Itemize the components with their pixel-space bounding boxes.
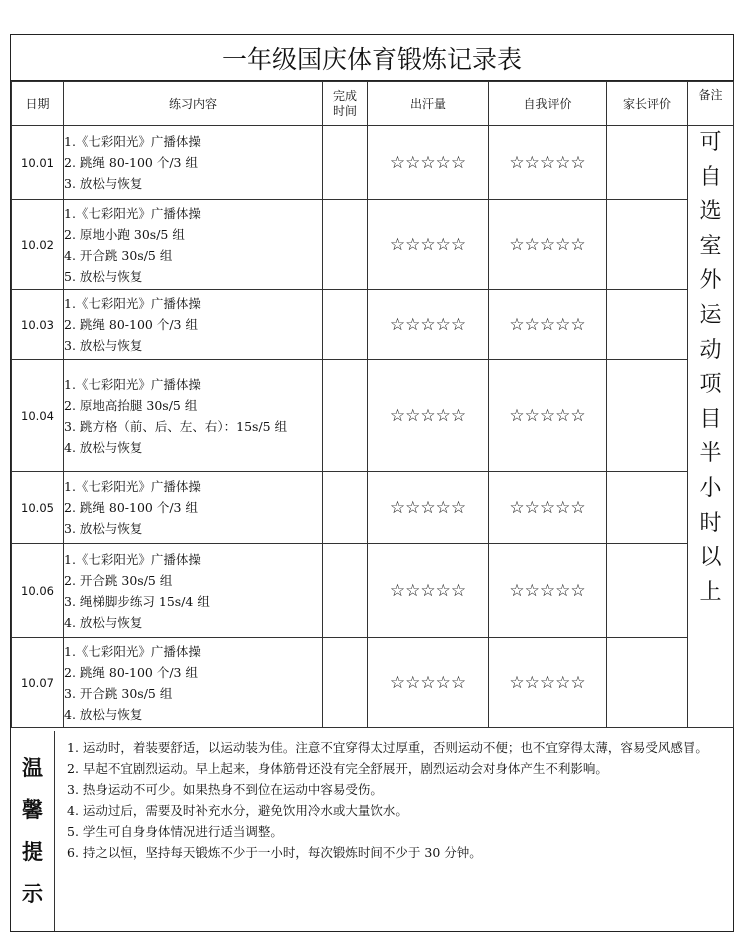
header-row: [12, 82, 734, 126]
tip-item: 2. 早起不宜剧烈运动。早上起来，身体筋骨还没有完全舒展开，剧烈运动会对身体产生不利影响。: [67, 761, 608, 776]
exercise-item: 1.《七彩阳光》广播体操: [64, 134, 201, 149]
day-row: [12, 544, 734, 638]
exercise-item: 1.《七彩阳光》广播体操: [64, 205, 201, 221]
notes-char: 运: [699, 302, 722, 328]
header-sweat: 出汗量: [368, 82, 489, 126]
exercise-item: 3. 开合跳 30s/5 组: [64, 685, 173, 701]
parent-eval-cell[interactable]: [607, 360, 688, 472]
exercise-item: 1.《七彩阳光》广播体操: [64, 551, 201, 567]
exercise-item: 1.《七彩阳光》广播体操: [64, 643, 201, 659]
notes-char: 项: [699, 372, 722, 398]
exercise-content-cell: [64, 472, 323, 544]
header-self-eval: 自我评价: [489, 82, 607, 126]
self-eval-rating-stars[interactable]: ☆☆☆☆☆: [489, 360, 607, 472]
exercise-item: 4. 放松与恢复: [64, 439, 143, 455]
exercise-item: 1.《七彩阳光》广播体操: [64, 376, 201, 392]
notes-char: 时: [699, 510, 722, 536]
exercise-item: 2. 原地高抬腿 30s/5 组: [64, 397, 198, 413]
exercise-item: 3. 放松与恢复: [64, 521, 143, 536]
done-time-cell[interactable]: [323, 360, 368, 472]
parent-eval-cell[interactable]: [607, 472, 688, 544]
tip-item: 3. 热身运动不可少。如果热身不到位在运动中容易受伤。: [67, 782, 383, 797]
exercise-item: 4. 放松与恢复: [64, 706, 143, 722]
tips-list: [55, 731, 733, 931]
exercise-item: 1.《七彩阳光》广播体操: [64, 479, 201, 494]
exercise-content-cell: [64, 200, 323, 290]
tips-label-char: 提: [22, 840, 43, 864]
sweat-rating-stars[interactable]: ☆☆☆☆☆: [368, 126, 489, 200]
done-time-cell[interactable]: [323, 200, 368, 290]
notes-char: 小: [699, 475, 722, 501]
exercise-item: 4. 放松与恢复: [64, 614, 143, 630]
notes-char: 上: [699, 579, 722, 605]
exercise-item: 2. 跳绳 80-100 个/3 组: [64, 317, 198, 332]
notes-char: 选: [699, 199, 722, 225]
self-eval-rating-stars[interactable]: ☆☆☆☆☆: [489, 544, 607, 638]
parent-eval-cell[interactable]: [607, 290, 688, 360]
done-time-cell[interactable]: [323, 638, 368, 728]
day-row: [12, 200, 734, 290]
parent-eval-cell[interactable]: [607, 544, 688, 638]
tip-item: 6. 持之以恒，坚持每天锻炼不少于一小时，每次锻炼时间不少于 30 分钟。: [67, 845, 482, 860]
header-content: 练习内容: [64, 82, 323, 126]
exercise-item: 2. 开合跳 30s/5 组: [64, 572, 173, 588]
date-cell: 10.02: [12, 200, 64, 290]
done-time-cell[interactable]: [323, 544, 368, 638]
header-date: 日期: [12, 82, 64, 126]
page-title: 一年级国庆体育锻炼记录表: [11, 35, 733, 81]
sweat-rating-stars[interactable]: ☆☆☆☆☆: [368, 290, 489, 360]
parent-eval-cell[interactable]: [607, 638, 688, 728]
exercise-item: 3. 放松与恢复: [64, 176, 143, 191]
exercise-item: 2. 跳绳 80-100 个/3 组: [64, 664, 198, 680]
tips-label-char: 馨: [22, 798, 43, 822]
day-row: [12, 126, 734, 200]
done-time-cell[interactable]: [323, 472, 368, 544]
exercise-content-cell: [64, 638, 323, 728]
notes-char: 半: [699, 441, 722, 467]
day-row: [12, 290, 734, 360]
self-eval-rating-stars[interactable]: ☆☆☆☆☆: [489, 200, 607, 290]
done-time-cell[interactable]: [323, 126, 368, 200]
exercise-content-cell: [64, 544, 323, 638]
exercise-content-cell: [64, 126, 323, 200]
notes-char: 自: [699, 164, 722, 190]
tips-label: [11, 731, 55, 931]
tips-label-char: 示: [22, 882, 43, 906]
exercise-item: 4. 开合跳 30s/5 组: [64, 247, 173, 263]
sweat-rating-stars[interactable]: ☆☆☆☆☆: [368, 200, 489, 290]
notes-char: 可: [699, 130, 722, 155]
day-row: [12, 638, 734, 728]
day-row: [12, 360, 734, 472]
self-eval-rating-stars[interactable]: ☆☆☆☆☆: [489, 290, 607, 360]
header-done-time: [323, 82, 368, 126]
sweat-rating-stars[interactable]: ☆☆☆☆☆: [368, 360, 489, 472]
tips-section: [11, 731, 733, 931]
sweat-rating-stars[interactable]: ☆☆☆☆☆: [368, 472, 489, 544]
header-notes: 备注: [688, 82, 734, 126]
record-sheet: [10, 34, 734, 932]
day-row: [12, 472, 734, 544]
date-cell: 10.05: [12, 472, 64, 544]
exercise-item: 2. 跳绳 80-100 个/3 组: [64, 155, 198, 170]
notes-char: 动: [699, 337, 722, 363]
tip-item: 4. 运动过后，需要及时补充水分，避免饮用冷水或大量饮水。: [67, 803, 408, 818]
exercise-content-cell: [64, 360, 323, 472]
sweat-rating-stars[interactable]: ☆☆☆☆☆: [368, 638, 489, 728]
notes-char: 外: [699, 268, 722, 294]
sweat-rating-stars[interactable]: ☆☆☆☆☆: [368, 544, 489, 638]
header-parent-eval: 家长评价: [607, 82, 688, 126]
notes-char: 目: [699, 406, 722, 432]
exercise-item: 2. 原地小跑 30s/5 组: [64, 226, 185, 242]
self-eval-rating-stars[interactable]: ☆☆☆☆☆: [489, 126, 607, 200]
parent-eval-cell[interactable]: [607, 126, 688, 200]
notes-cell: [688, 126, 734, 728]
parent-eval-cell[interactable]: [607, 200, 688, 290]
tip-item: 1. 运动时，着装要舒适，以运动装为佳。注意不宜穿得太过厚重，否则运动不便；也不宜穿得太薄，容易受风感冒。: [67, 740, 708, 755]
exercise-item: 2. 跳绳 80-100 个/3 组: [64, 500, 198, 515]
done-time-cell[interactable]: [323, 290, 368, 360]
date-cell: 10.04: [12, 360, 64, 472]
exercise-content-cell: [64, 290, 323, 360]
date-cell: 10.03: [12, 290, 64, 360]
tips-label-char: 温: [22, 756, 43, 780]
header-done-line2: 时间: [332, 103, 357, 118]
exercise-item: 5. 放松与恢复: [64, 268, 143, 284]
exercise-log-table: [11, 81, 734, 728]
header-done-line1: 完成: [332, 88, 357, 103]
notes-char: 室: [699, 233, 722, 259]
exercise-item: 3. 绳梯脚步练习 15s/4 组: [64, 593, 210, 609]
exercise-item: 3. 放松与恢复: [64, 338, 143, 353]
exercise-item: 3. 跳方格（前、后、左、右）：15s/5 组: [64, 418, 288, 434]
date-cell: 10.07: [12, 638, 64, 728]
exercise-item: 1.《七彩阳光》广播体操: [64, 296, 201, 311]
date-cell: 10.06: [12, 544, 64, 638]
self-eval-rating-stars[interactable]: ☆☆☆☆☆: [489, 472, 607, 544]
self-eval-rating-stars[interactable]: ☆☆☆☆☆: [489, 638, 607, 728]
tip-item: 5. 学生可自身身体情况进行适当调整。: [67, 824, 283, 839]
date-cell: 10.01: [12, 126, 64, 200]
notes-char: 以: [699, 545, 722, 571]
